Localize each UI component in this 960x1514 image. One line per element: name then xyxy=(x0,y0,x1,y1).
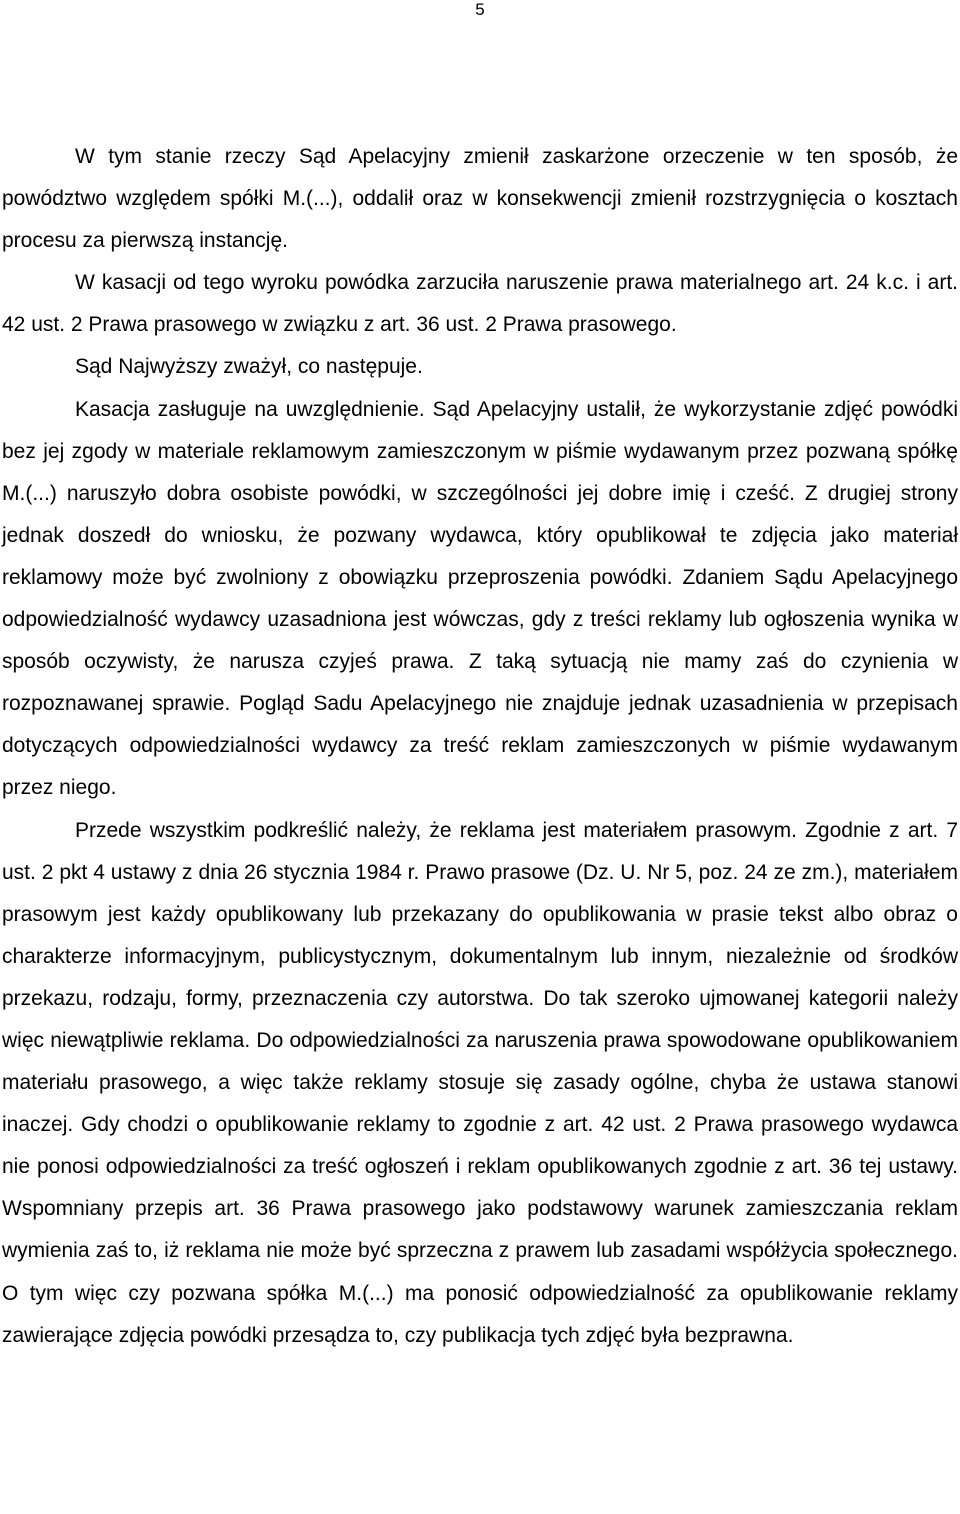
page-number: 5 xyxy=(475,0,485,19)
document-body xyxy=(2,136,958,1357)
paragraph: Przede wszystkim podkreślić należy, że reklama jest materiałem prasowym. Zgodnie z art. 7 ust. 2 pkt 4 ustawy z dnia 26 stycznia 1984 r. Prawo prasowe (Dz. U. Nr 5, poz. 24 ze zm.), materiałem prasowym jest każdy opublikowany lub przekazany do opublikowania w prasie tekst albo obraz o charakterze informacyjnym, publicystycznym, dokumentalnym lub innym, niezależnie od środków przekazu, rodzaju, formy, przeznaczenia czy autorstwa. Do tak szeroko ujmowanej kategorii należy więc niewątpliwie reklama. Do odpowiedzialności za naruszenia prawa spowodowane opublikowaniem materiału prasowego, a więc także reklamy stosuje się zasady ogólne, chyba że ustawa stanowi inaczej. Gdy chodzi o opublikowanie reklamy to zgodnie z art. 42 ust. 2 Prawa prasowego wydawca nie ponosi odpowiedzialności za treść ogłoszeń i reklam opublikowanych zgodnie z art. 36 tej ustawy. Wspomniany przepis art. 36 Prawa prasowego jako podstawowy warunek zamieszczania reklam wymienia zaś to, iż reklama nie może być sprzeczna z prawem lub zasadami współżycia społecznego. O tym więc czy pozwana spółka M.(...) ma ponosić odpowiedzialność za opublikowanie reklamy zawierające zdjęcia powódki przesądza to, czy publikacja tych zdjęć była bezprawna. xyxy=(2,818,958,1347)
paragraph: Kasacja zasługuje na uwzględnienie. Sąd Apelacyjny ustalił, że wykorzystanie zdjęć powódki bez jej zgody w materiale reklamowym zamieszczonym w piśmie wydawanym przez pozwaną spółkę M.(...) naruszyło dobra osobiste powódki, w szczególności jej dobre imię i cześć. Z drugiej strony jednak doszedł do wniosku, że pozwany wydawca, który opublikował te zdjęcia jako materiał reklamowy może być zwolniony z obowiązku przeproszenia powódki. Zdaniem Sądu Apelacyjnego odpowiedzialność wydawcy uzasadniona jest wówczas, gdy z treści reklamy lub ogłoszenia wynika w sposób oczywisty, że narusza czyjeś prawa. Z taką sytuacją nie mamy zaś do czynienia w rozpoznawanej sprawie. Pogląd Sadu Apelacyjnego nie znajduje jednak uzasadnienia w przepisach dotyczących odpowiedzialności wydawcy za treść reklam zamieszczonych w piśmie wydawanym przez niego. xyxy=(2,397,958,800)
paragraph: W kasacji od tego wyroku powódka zarzuciła naruszenie prawa materialnego art. 24 k.c. i art. 42 ust. 2 Prawa prasowego w związku z art. 36 ust. 2 Prawa prasowego. xyxy=(2,271,958,337)
paragraph: W tym stanie rzeczy Sąd Apelacyjny zmienił zaskarżone orzeczenie w ten sposób, że powództwo względem spółki M.(...), oddalił oraz w konsekwencji zmienił rozstrzygnięcia o kosztach procesu za pierwszą instancję. xyxy=(2,145,958,253)
paragraph: Sąd Najwyższy zważył, co następuje. xyxy=(75,355,423,379)
